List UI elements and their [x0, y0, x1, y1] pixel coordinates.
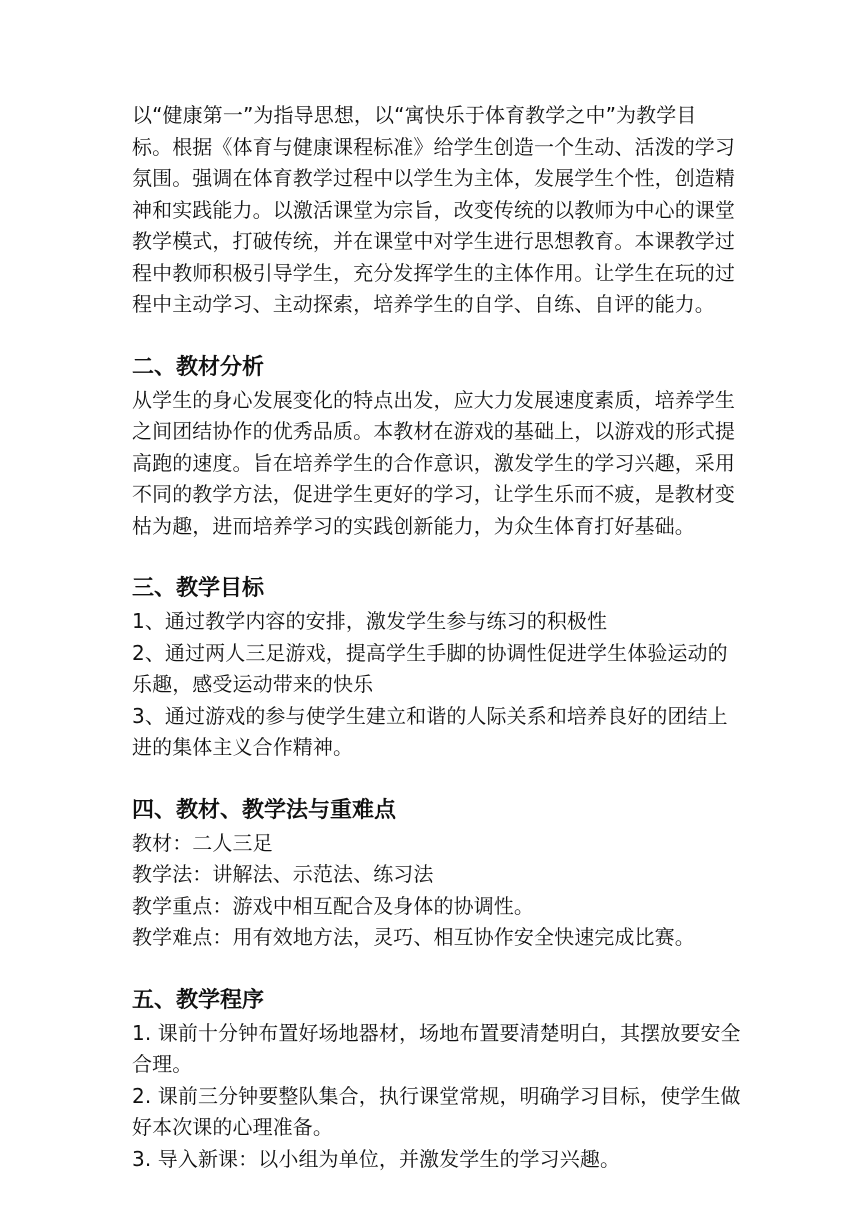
list-item: 2、通过两人三足游戏，提高学生手脚的协调性促进学生体验运动的 [132, 640, 728, 665]
section-heading-teaching-procedure: 五、教学程序 [132, 987, 265, 1013]
list-item: 3、通过游戏的参与使学生建立和谐的人际关系和培养良好的团结上 [132, 703, 728, 728]
list-item: 1. 课前十分钟布置好场地器材，场地布置要清楚明白，其摆放要安全 [132, 1020, 741, 1045]
section-heading-teaching-goals: 三、教学目标 [132, 576, 265, 601]
list-item: 3. 导入新课：以小组为单位，并激发学生的学习兴趣。 [132, 1146, 621, 1171]
list-item: 教学重点：游戏中相互配合及身体的协调性。 [132, 893, 534, 918]
list-item: 乐趣，感受运动带来的快乐 [132, 672, 374, 696]
text-line: 高跑的速度。旨在培养学生的合作意识，激发学生的学习兴趣，采用 [132, 450, 735, 475]
teaching-procedure-list [132, 1018, 741, 1176]
text-line: 以“健康第一”为指导思想，以“寓快乐于体育教学之中”为教学目 [132, 103, 697, 127]
text-line: 教学模式，打破传统，并在课堂中对学生进行思想教育。本课教学过 [132, 229, 735, 253]
list-item: 1、通过教学内容的安排，激发学生参与练习的积极性 [132, 609, 608, 633]
text-line: 从学生的身心发展变化的特点出发，应大力发展速度素质，培养学生 [132, 387, 735, 412]
text-line: 之间团结协作的优秀品质。本教材在游戏的基础上，以游戏的形式提 [132, 419, 735, 443]
list-item: 好本次课的心理准备。 [132, 1115, 333, 1139]
document-page [132, 100, 741, 1175]
methods-keypoints-list [132, 828, 732, 954]
list-item: 教学难点：用有效地方法，灵巧、相互协作安全快速完成比赛。 [132, 925, 695, 949]
section-heading-methods-keypoints: 四、教材、教学法与重难点 [132, 797, 397, 823]
text-line: 神和实践能力。以激活课堂为宗旨，改变传统的以教师为中心的课堂 [132, 197, 735, 222]
intro-paragraph [132, 100, 735, 321]
list-item: 进的集体主义合作精神。 [132, 735, 354, 759]
text-line: 程中教师积极引导学生，充分发挥学生的主体作用。让学生在玩的过 [132, 260, 735, 285]
list-item: 合理。 [132, 1052, 193, 1076]
text-line: 不同的教学方法，促进学生更好的学习，让学生乐而不疲，是教材变 [132, 482, 735, 506]
text-line: 氛围。强调在体育教学过程中以学生为主体，发展学生个性，创造精 [132, 166, 735, 190]
teaching-goals-list [132, 606, 732, 764]
list-item: 2. 课前三分钟要整队集合，执行课堂常规，明确学习目标，使学生做 [132, 1083, 741, 1108]
list-item: 教学法：讲解法、示范法、练习法 [132, 862, 434, 886]
text-line: 枯为趣，进而培养学习的实践创新能力，为众生体育打好基础。 [132, 513, 695, 538]
text-line: 标。根据《体育与健康课程标准》给学生创造一个生动、活泼的学习 [132, 134, 735, 159]
section-heading-material-analysis: 二、教材分析 [132, 354, 265, 380]
material-analysis-paragraph [132, 385, 735, 543]
text-line: 程中主动学习、主动探索，培养学生的自学、自练、自评的能力。 [132, 292, 715, 316]
list-item: 教材：二人三足 [132, 830, 273, 855]
